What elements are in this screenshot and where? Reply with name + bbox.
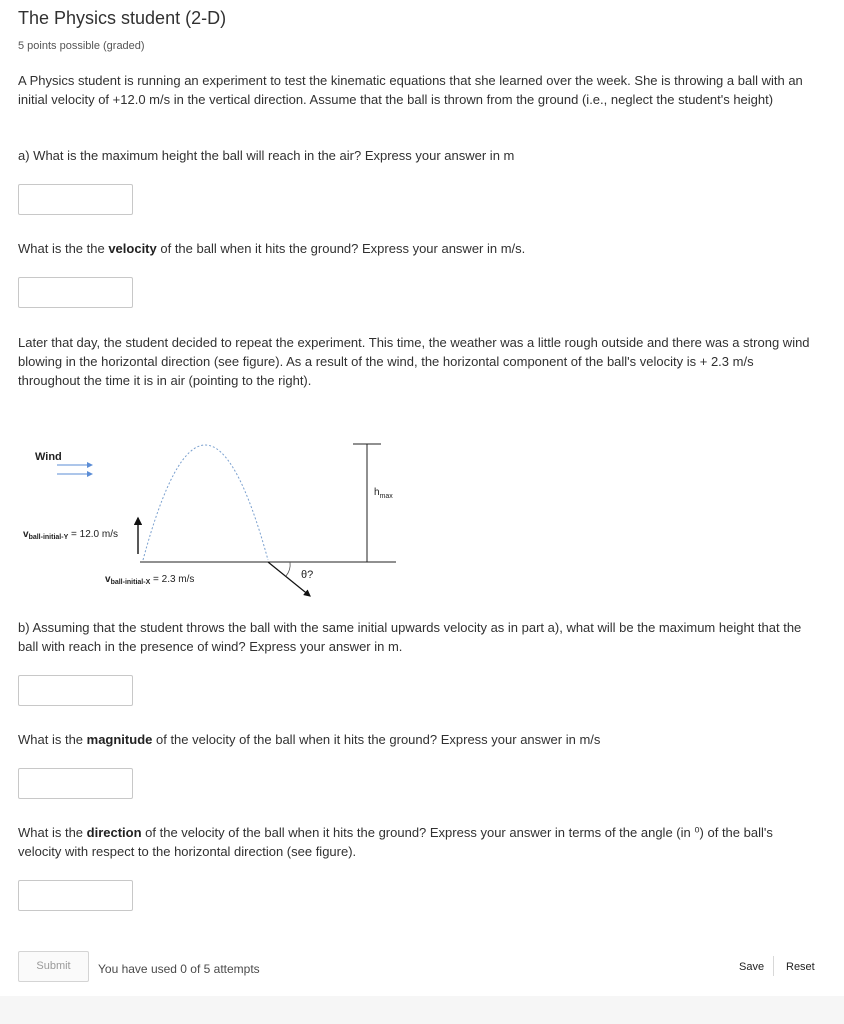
reset-button[interactable]: Reset xyxy=(786,961,815,973)
intro-text: A Physics student is running an experiment to test the kinematic equations that she learned over the week. She is throwing a ball with an initial velocity of +12.0 m/s in the vertical direction. Assume that the ball is thrown from the ground (i.e., neglect the student's height) xyxy=(18,73,803,107)
footer-bar xyxy=(0,996,844,1024)
theta-label: θ? xyxy=(301,569,314,581)
submit-button[interactable]: Submit xyxy=(18,951,89,982)
save-button[interactable]: Save xyxy=(739,961,765,973)
hmax-label: $h_{max}$ xyxy=(374,487,393,500)
question-b3-text: What is the xyxy=(18,825,87,840)
answer-input-b2[interactable] xyxy=(18,768,133,799)
answer-input-b1[interactable] xyxy=(18,675,133,706)
question-b2-emphasis: magnitude xyxy=(86,732,153,747)
question-a2-text: What is the the xyxy=(18,241,109,256)
attempts-counter: You have used 0 of 5 attempts xyxy=(98,962,260,976)
vy-label: $v_{ball-initial-Y} = 12.0$ m/s xyxy=(23,529,118,541)
theta-arc xyxy=(286,562,290,576)
answer-input-a2[interactable] xyxy=(18,277,133,308)
problem-title: The Physics student (2-D) xyxy=(18,8,227,28)
points-possible: 5 points possible (graded) xyxy=(18,40,145,52)
answer-input-a1[interactable] xyxy=(18,184,133,215)
question-b2-text: What is the xyxy=(18,732,87,747)
question-a2-text-end: of the ball when it hits the ground? Express your answer in m/s. xyxy=(156,241,526,256)
action-divider xyxy=(773,956,774,976)
later-text: Later that day, the student decided to repeat the experiment. This time, the weather was a little rough outside and there was a strong wind blowing in the horizontal direction (see figure). As a result of the wind, the horizontal component of the ball's velocity is + 2.3 m/s throughout the time it is in air (pointing to the right). xyxy=(18,335,810,388)
question-b3 xyxy=(18,823,818,861)
vx-label: $v_{ball-initial-X} = 2.3$ m/s xyxy=(105,574,195,586)
question-a1: a) What is the maximum height the ball will reach in the air? Express your answer in m xyxy=(18,148,515,163)
question-a2-emphasis: velocity xyxy=(108,241,157,256)
answer-input-b3[interactable] xyxy=(18,880,133,911)
question-b3-emphasis: direction xyxy=(86,825,142,840)
trajectory-figure xyxy=(0,420,844,610)
question-b3-text-end: of the velocity of the ball when it hits the ground? Express your answer in terms of the angle (in ⁰) of the ball's velocity with respect to the horizontal direction (see figure). xyxy=(18,825,773,859)
question-b1: b) Assuming that the student throws the ball with the same initial upwards velocity as in part a), what will be the maximum height that the ball with reach in the presence of wind? Express your answer in m. xyxy=(18,620,802,654)
question-b2 xyxy=(18,730,818,749)
question-b2-text-end: of the velocity of the ball when it hits the ground? Express your answer in m/s xyxy=(152,732,601,747)
wind-label: Wind xyxy=(35,451,62,463)
question-a2 xyxy=(18,239,818,258)
trajectory-path xyxy=(143,445,268,560)
